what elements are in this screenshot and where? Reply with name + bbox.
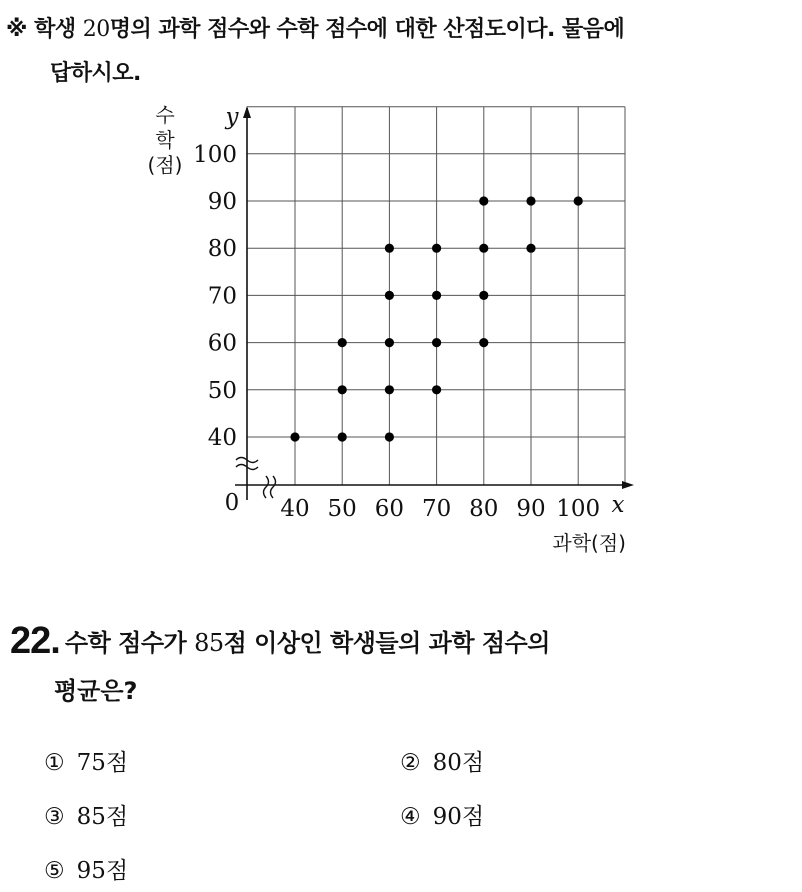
data-point-11 [432,338,441,347]
instruction-text-b: 명의 과학 점수와 수학 점수에 대한 산점도이다. 물음에 [109,17,625,42]
student-count: 20 [82,17,110,42]
option-1-text: 75점 [76,750,129,776]
y-tick-50: 50 [207,377,237,404]
y-axis-label: 수 학 (점) [147,103,183,177]
y-tick-60: 60 [207,330,237,357]
y-axis-arrow [243,106,251,118]
option-3-text: 85점 [76,804,129,830]
data-point-15 [479,291,488,300]
data-point-3 [338,385,347,394]
instruction-text-a: 학생 [34,17,76,42]
x-axis-break-mark [264,476,269,498]
option-2-text: 80점 [432,750,485,776]
data-point-1 [290,432,299,441]
question-number: 22. [10,620,60,662]
data-point-19 [526,196,535,205]
tick-labels [193,142,600,522]
data-point-8 [385,291,394,300]
option-4-mark: ④ [400,804,421,830]
data-point-4 [338,338,347,347]
data-point-7 [385,338,394,347]
y-tick-100: 100 [193,141,237,168]
x-tick-40: 40 [280,496,310,522]
origin-label: 0 [224,490,240,516]
question-22 [10,620,800,706]
data-point-14 [479,338,488,347]
data-point-9 [385,244,394,253]
x-tick-50: 50 [327,496,357,522]
axis-labels [148,103,626,555]
option-2-mark: ② [400,750,421,776]
option-5-text: 95점 [76,858,129,884]
data-point-10 [432,385,441,394]
question-text-b: 점 이상인 학생들의 과학 점수의 [223,629,550,657]
data-point-20 [574,196,583,205]
data-point-16 [479,244,488,253]
x-axis-break-mark-2 [271,476,276,498]
x-tick-60: 60 [374,496,405,522]
option-2[interactable] [400,744,484,777]
x-tick-80: 80 [469,496,499,522]
question-threshold: 85 [194,629,224,657]
x-tick-90: 90 [516,496,546,522]
data-point-17 [479,196,488,205]
x-tick-100: 100 [556,496,601,522]
x-axis-arrow [622,481,634,489]
question-text-a: 수학 점수가 [64,629,187,657]
x-axis-label: 과학(점) [552,531,626,555]
instruction-line-2: 답하시오. [50,61,141,86]
y-axis-symbol: y [225,104,239,130]
data-point-2 [338,432,347,441]
question-text [65,629,550,657]
x-tick-70: 70 [421,496,452,522]
option-5-mark: ⑤ [44,858,65,884]
y-tick-40: 40 [207,425,237,451]
option-4[interactable] [400,798,484,831]
reference-mark: ※ [6,17,27,42]
option-1-mark: ① [44,750,65,776]
data-point-13 [432,244,441,253]
data-point-5 [385,432,394,441]
option-4-text: 90점 [432,804,485,830]
data-point-6 [385,385,394,394]
data-point-18 [526,244,535,253]
option-1[interactable] [44,744,128,777]
x-axis-symbol: x [611,492,625,518]
data-point-12 [432,291,441,300]
option-5[interactable] [44,852,128,885]
option-3[interactable] [44,798,128,831]
y-tick-90: 90 [207,189,237,215]
question-line-2: 평균은? [54,677,138,705]
option-3-mark: ③ [44,804,65,830]
y-tick-80: 80 [207,236,237,263]
y-tick-70: 70 [207,283,237,310]
